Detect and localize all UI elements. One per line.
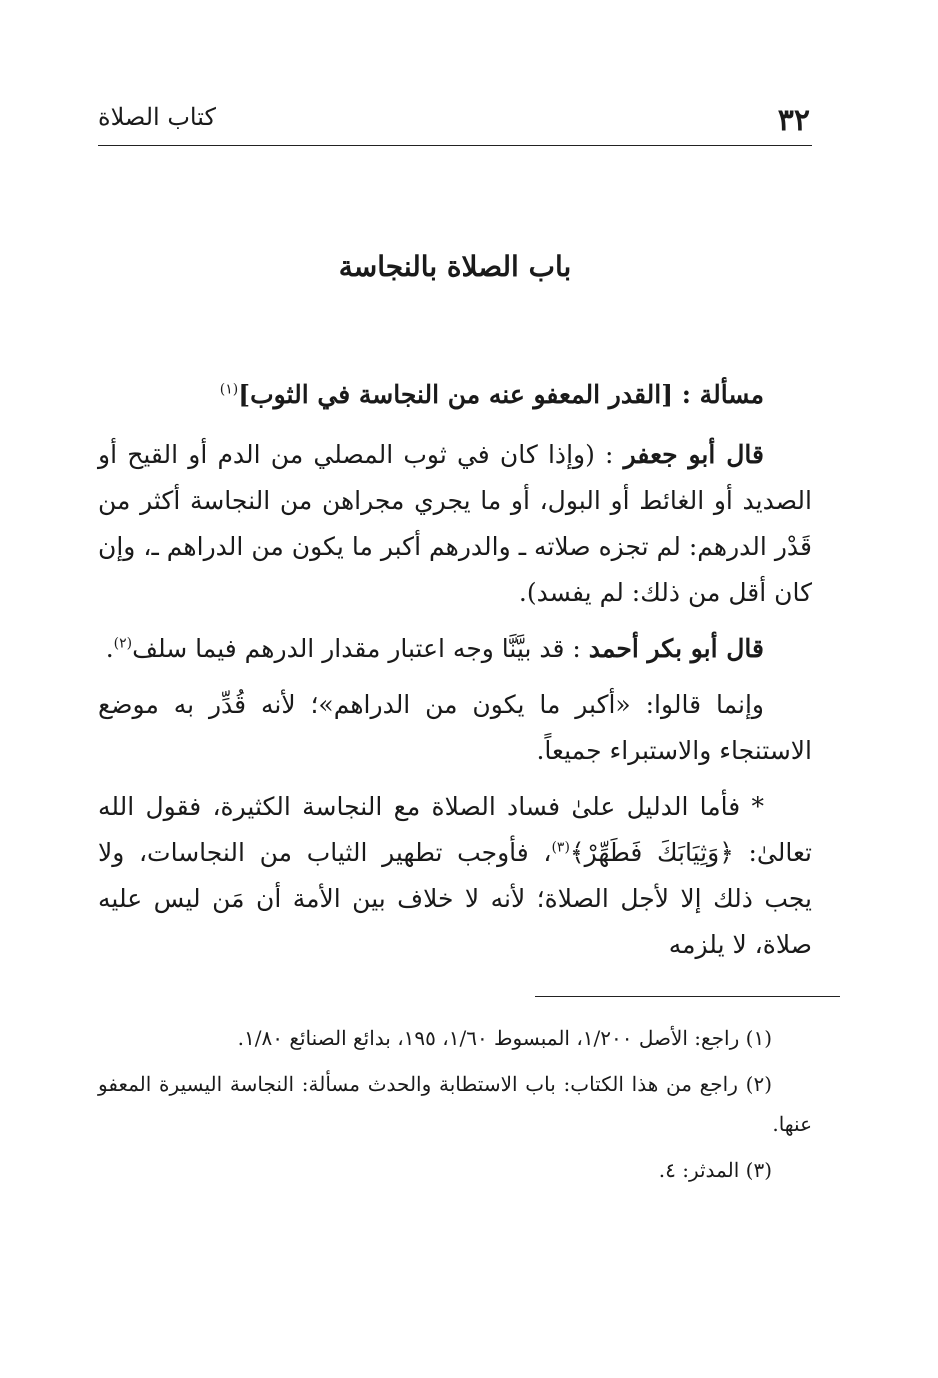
- footnote-separator: [535, 996, 840, 997]
- issue-label: مسألة : [القدر المعفو عنه من النجاسة في الثوب]: [238, 380, 764, 409]
- paragraph-evidence-text: * فأما الدليل علىٰ فساد الصلاة مع النجاسة الكثيرة، فقول الله تعالىٰ: ﴿وَثِيَابَكَ فَطَهِّرْ﴾: [98, 792, 812, 867]
- footnote-ref-1: (١): [219, 381, 239, 398]
- paragraph-abu-bakr-end: .: [105, 634, 114, 663]
- paragraph-explanation: وإنما قالوا: «أكبر ما يكون من الدراهم»؛ لأنه قُدِّر به موضع الاستنجاء والاستبراء جميعاً.: [98, 690, 812, 765]
- footnote-ref-2: (٢): [113, 635, 133, 652]
- paragraph-abu-bakr-text: : قد بيَّنَّا وجه اعتبار مقدار الدرهم فيما سلف: [132, 634, 581, 663]
- paragraph-abu-jafar: [98, 432, 812, 616]
- main-text: [98, 372, 812, 978]
- footnote-1: (١) راجع: الأصل ١/٢٠٠، المبسوط ١/٦٠، ١٩٥، بدائع الصنائع ١/٨٠.: [237, 1026, 772, 1050]
- paragraph-evidence: [98, 784, 812, 968]
- footnotes: [98, 1018, 812, 1196]
- speaker-abu-jafar: قال أبو جعفر: [623, 440, 764, 469]
- running-header: [98, 95, 812, 146]
- book-title: كتاب الصلاة: [98, 103, 216, 131]
- paragraph-abu-jafar-text: : (وإذا كان في ثوب المصلي من الدم أو القيح أو الصديد أو الغائط أو البول، أو ما يجري مجراهن من النجاسة أكثر من قَدْر الدرهم: لم تجزه صلاته ـ والدرهم أكبر ما يكون من الدراهم ـ، وإن كان أقل من ذلك: لم يفسد).: [98, 440, 812, 607]
- footnote-ref-3: (٣): [551, 839, 570, 856]
- footnote-3: (٣) المدثر: ٤.: [658, 1158, 772, 1182]
- chapter-title: باب الصلاة بالنجاسة: [338, 250, 572, 283]
- speaker-abu-bakr: قال أبو بكر أحمد: [588, 634, 764, 663]
- issue-heading: [98, 372, 812, 418]
- paragraph-evidence-rest: ، فأوجب تطهير الثياب من النجاسات، ولا يجب ذلك إلا لأجل الصلاة؛ لأنه لا خلاف بين الأمة أن مَن ليس عليه صلاة، لا يلزمه: [98, 838, 812, 959]
- page-number: ٣٢: [777, 103, 810, 138]
- footnote-2: (٢) راجع من هذا الكتاب: باب الاستطابة والحدث مسألة: النجاسة اليسيرة المعفو عنها.: [98, 1072, 812, 1136]
- paragraph-abu-bakr: [98, 626, 812, 672]
